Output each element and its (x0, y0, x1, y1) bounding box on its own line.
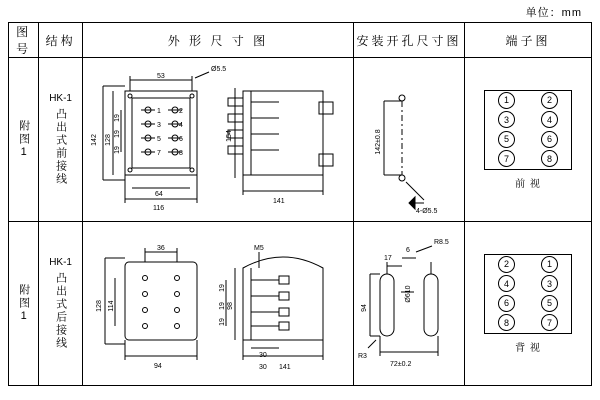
terminal-num: 2 (541, 92, 558, 109)
pin-2: 2 (178, 108, 183, 115)
dim2-94: 94 (153, 363, 162, 370)
dim3-17: 17 (383, 255, 392, 262)
mounting-drawing-1 (354, 58, 464, 221)
cell-outline-1 (82, 58, 353, 222)
header-mounting: 安装开孔尺寸图 (353, 23, 464, 58)
terminal-num: 1 (541, 256, 558, 273)
dim2-128: 128 (95, 300, 103, 312)
dim2-98: 98 (226, 302, 234, 310)
outline-drawing-1 (83, 58, 353, 221)
terminal-num: 3 (541, 275, 558, 292)
cell-mounting-1 (353, 58, 464, 222)
unit-note: 单位：mm (525, 7, 582, 19)
cell-fig-no-1 (9, 58, 39, 222)
terminal-box-2 (484, 254, 572, 334)
dim-side-141: 141 (272, 198, 285, 205)
table-row (9, 58, 592, 222)
outline-drawing-2 (83, 222, 353, 385)
dim-top-1: 53 (156, 73, 165, 80)
dim3-6: 6 (405, 247, 410, 254)
terminal-num: 4 (498, 275, 515, 292)
dim-bottom-64: 64 (154, 191, 163, 198)
terminal-num: 7 (498, 150, 515, 167)
terminal-num: 3 (498, 111, 515, 128)
fig-no-label-2: 附图1 (17, 283, 30, 324)
dim2-m5: M5 (253, 245, 264, 252)
cell-mounting-2 (353, 222, 464, 386)
table-header-row (9, 23, 592, 58)
dim2-30a: 30 (258, 352, 267, 359)
terminal-num: 8 (498, 314, 515, 331)
terminal-num: 6 (541, 131, 558, 148)
terminal-num: 5 (498, 131, 515, 148)
model-label-1: HK-1 (49, 93, 72, 104)
dim3-72: 72±0.2 (389, 361, 412, 368)
table-row (9, 222, 592, 386)
pin-3: 3 (156, 122, 161, 129)
struct-label-1: 凸出式前接线 (54, 108, 67, 186)
terminal-num: 2 (498, 256, 515, 273)
dim2-19a: 19 (218, 284, 226, 292)
terminal-num: 8 (541, 150, 558, 167)
pin-6: 6 (178, 136, 183, 143)
dim-mount-142: 142±0.8 (374, 129, 382, 155)
mounting-drawing-2 (354, 222, 464, 385)
dim-left-128: 128 (104, 134, 112, 146)
dim-bottom-116: 116 (152, 205, 165, 212)
dim-left-19c: 19 (113, 146, 121, 154)
terminal-num: 7 (541, 314, 558, 331)
dim-side-154: 154 (225, 130, 233, 142)
dim-mount-hole: 4-Ø5.5 (415, 208, 438, 215)
header-terminal: 端子图 (464, 23, 591, 58)
pin-1: 1 (156, 108, 161, 115)
cell-struct-2 (39, 222, 83, 386)
dim3-610: Ø610 (404, 285, 412, 303)
cell-fig-no-2 (9, 222, 39, 386)
cell-outline-2 (82, 222, 353, 386)
terminal-diagram-1 (465, 90, 591, 190)
dim2-141: 141 (278, 364, 291, 371)
terminal-caption-2: 背 视 (515, 342, 541, 354)
dim3-r85: R8.5 (433, 239, 449, 246)
terminal-num: 1 (498, 92, 515, 109)
dim3-r3: R3 (357, 353, 367, 360)
dim3-94: 94 (360, 304, 368, 312)
pin-8: 8 (178, 150, 183, 157)
dim2-top-36: 36 (156, 245, 165, 252)
pin-5: 5 (156, 136, 161, 143)
terminal-num: 5 (541, 295, 558, 312)
cell-terminal-2 (464, 222, 591, 386)
header-outline: 外 形 尺 寸 图 (82, 23, 353, 58)
terminal-caption-1: 前 视 (515, 178, 541, 190)
dim2-19c: 19 (218, 318, 226, 326)
cell-struct-1 (39, 58, 83, 222)
terminal-num: 6 (498, 295, 515, 312)
pin-7: 7 (156, 150, 161, 157)
terminal-diagram-2 (465, 254, 591, 354)
header-struct: 结构 (39, 23, 83, 58)
header-fig-no: 图号 (9, 23, 39, 58)
dim-hole-1: Ø5.5 (210, 66, 227, 73)
dim-left-19a: 19 (113, 114, 121, 122)
dim-left-142: 142 (90, 134, 98, 146)
spec-table (8, 22, 592, 386)
fig-no-label-1: 附图1 (17, 119, 30, 160)
struct-label-2: 凸出式后接线 (54, 272, 67, 350)
dim2-19b: 19 (218, 302, 226, 310)
pin-4: 4 (178, 122, 183, 129)
dim2-114: 114 (107, 300, 115, 312)
dim2-30b: 30 (258, 364, 267, 371)
model-label-2: HK-1 (49, 257, 72, 268)
terminal-box-1 (484, 90, 572, 170)
dim-left-19b: 19 (113, 130, 121, 138)
terminal-num: 4 (541, 111, 558, 128)
cell-terminal-1 (464, 58, 591, 222)
